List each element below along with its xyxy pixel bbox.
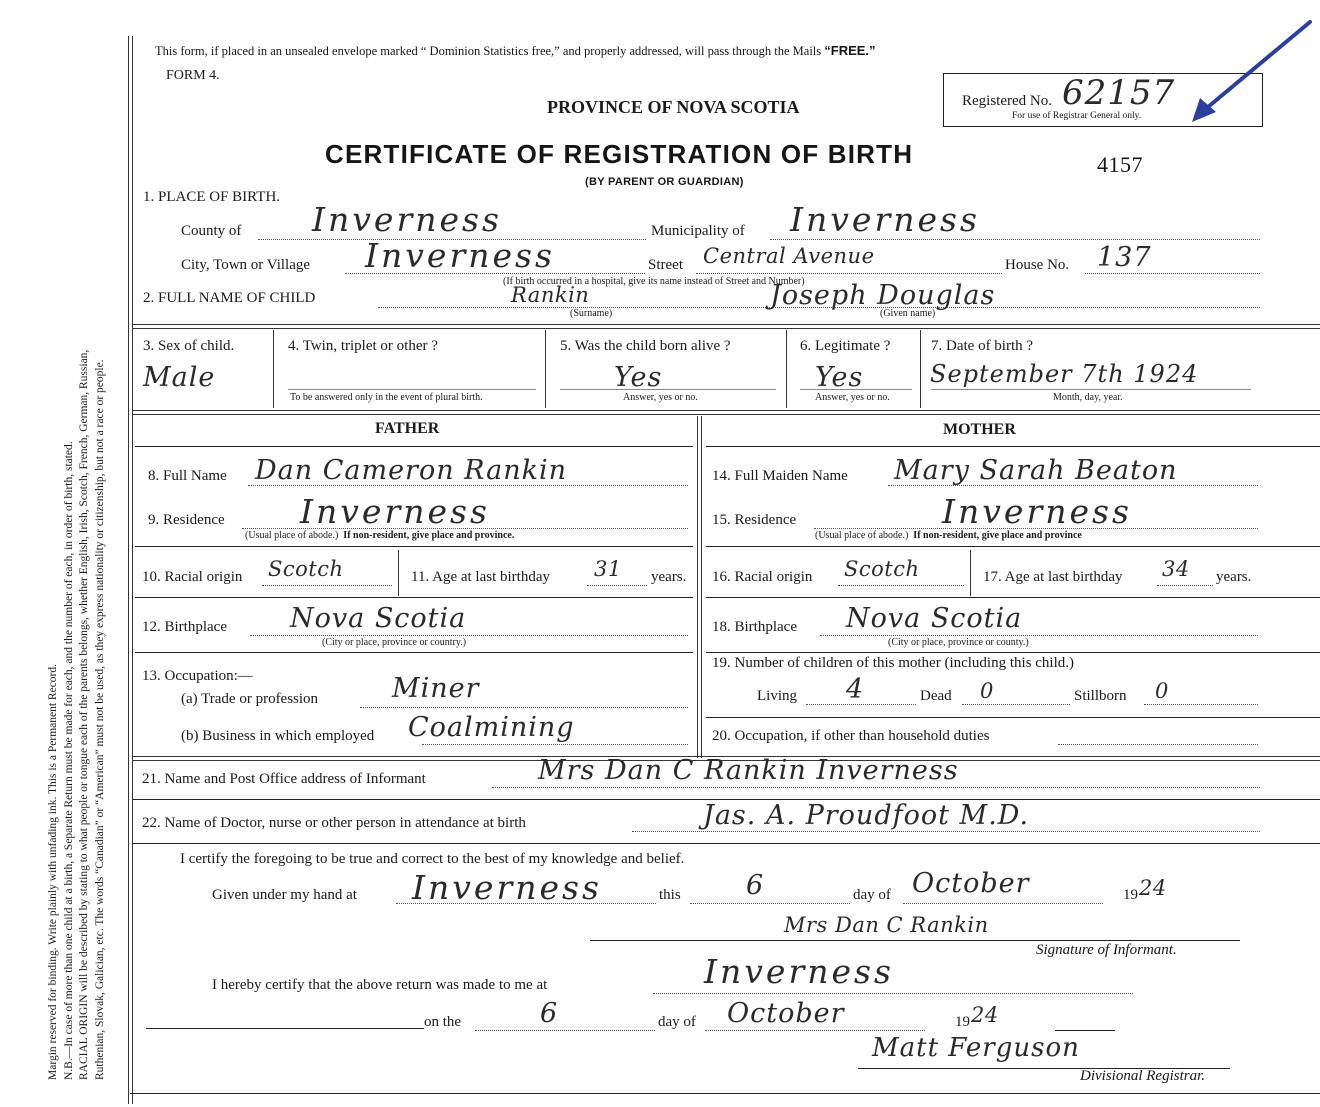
father-residence-label: 9. Residence [148,512,225,528]
mother-heading: MOTHER [943,421,1016,438]
father-race-label: 10. Racial origin [142,569,243,585]
registrar-signature: Matt Ferguson [872,1033,1080,1063]
mother-age-label: 17. Age at last birthday [983,569,1123,585]
child-given-name: Joseph Douglas [770,280,996,311]
legit-label: 6. Legitimate ? [800,338,891,354]
trade-value: Miner [392,673,480,704]
street-value: Central Avenue [703,244,875,268]
registered-label: Registered No. [962,93,1052,109]
given-month: October [912,868,1030,899]
doctor-value: Jas. A. Proudfoot M.D. [703,800,1030,831]
county-label: County of [181,223,242,239]
informant-value: Mrs Dan C Rankin Inverness [538,755,959,786]
margin-line-3: RACIAL ORIGIN will be described by stating to what people or tongue each of the parents belongs, whether English, Irish, Scotch, French, German, Russian, [78,349,91,1080]
registrar-place: Inverness [704,952,894,991]
certify-statement: I certify the foregoing to be true and correct to the best of my knowledge and belief. [180,851,685,867]
child-name-label: 2. FULL NAME OF CHILD [143,290,316,306]
mother-residence-label: 15. Residence [712,512,797,528]
house-value: 137 [1097,242,1152,273]
trade-label: (a) Trade or profession [181,691,319,707]
day-of-label: day of [853,887,891,903]
registered-number: 62157 [1062,73,1176,113]
registrar-day: 6 [540,998,559,1029]
document-subtitle: (BY PARENT OR GUARDIAN) [585,176,744,188]
stillborn-value: 0 [1155,679,1169,703]
father-age-label: 11. Age at last birthday [411,569,550,585]
legit-note: Answer, yes or no. [815,392,890,403]
alive-value: Yes [614,362,663,393]
informant-signature-label: Signature of Informant. [1036,942,1177,958]
document-title: CERTIFICATE OF REGISTRATION OF BIRTH [325,139,914,169]
children-label: 19. Number of children of this mother (including this child.) [712,655,1075,671]
surname-note: (Surname) [570,308,613,319]
alive-note: Answer, yes or no. [623,392,698,403]
margin-line-4: Ruthenian, Slovak, Galician, etc. The words “Canadian” or “American” must not be used, as they express nationality or citizenship, but not a race or people. [93,359,106,1080]
left-border [128,36,133,1104]
child-surname: Rankin [511,283,590,307]
mother-birthplace-note: (City or place, province or county.) [888,637,1029,648]
father-residence: Inverness [300,492,490,531]
mother-birthplace-label: 18. Birthplace [712,619,797,635]
twin-note: To be answered only in the event of plural birth. [290,392,483,403]
business-label: (b) Business in which employed [181,728,375,744]
mother-residence-note: (Usual place of abode.) If non-resident, give place and province [815,530,1082,541]
hospital-note: (If birth occurred in a hospital, give its name instead of Street and Number) [503,276,805,287]
given-year-prefix: 19 [1123,887,1138,903]
mail-notice: This form, if placed in an unsealed envelope marked “ Dominion Statistics free,” and properly addressed, will pass through the Mails “FREE.” [155,43,876,58]
living-value: 4 [846,674,865,705]
house-label: House No. [1005,257,1070,273]
sex-label: 3. Sex of child. [143,338,235,354]
mother-name: Mary Sarah Beaton [894,455,1178,486]
father-age-unit: years. [651,569,687,585]
place-heading: 1. PLACE OF BIRTH. [143,189,281,205]
mother-age-unit: years. [1216,569,1252,585]
given-place: Inverness [412,868,602,907]
municipality-value: Inverness [790,200,980,239]
county-value: Inverness [312,200,502,239]
father-race: Scotch [268,557,344,581]
margin-instructions [46,35,108,1080]
arrow-mark-icon [1170,10,1320,130]
registrar-month: October [727,998,845,1029]
father-birthplace-label: 12. Birthplace [142,619,227,635]
registrar-year-prefix: 19 [955,1014,970,1030]
stillborn-label: Stillborn [1074,688,1127,704]
column-divider [697,416,702,758]
form-number: FORM 4. [166,68,220,83]
father-birthplace: Nova Scotia [290,603,467,634]
mother-age: 34 [1162,557,1190,581]
registrar-signature-label: Divisional Registrar. [1080,1068,1206,1084]
mother-birthplace: Nova Scotia [846,603,1023,634]
this-label: this [659,887,681,903]
registrar-day-of-label: day of [658,1014,696,1030]
sex-value: Male [143,362,216,393]
registrar-use-note: For use of Registrar General only. [1012,111,1142,121]
registrar-year-suffix: 24 [971,1003,999,1027]
father-name: Dan Cameron Rankin [255,455,568,486]
city-value: Inverness [365,236,555,275]
bottom-border [130,1093,1320,1094]
city-label: City, Town or Village [181,257,311,273]
given-day: 6 [746,870,765,901]
dob-label: 7. Date of birth ? [931,338,1034,354]
father-birthplace-note: (City or place, province or country.) [322,637,467,648]
informant-signature: Mrs Dan C Rankin [784,913,989,937]
alive-label: 5. Was the child born alive ? [560,338,731,354]
business-value: Coalmining [408,712,575,743]
margin-line-1: Margin reserved for binding. Write plainly with unfading ink. This is a Permanent Record. [47,663,59,1080]
street-label: Street [648,257,683,273]
mother-race: Scotch [844,557,920,581]
legit-value: Yes [815,362,864,393]
mother-race-label: 16. Racial origin [712,569,813,585]
dead-value: 0 [980,679,994,703]
dead-label: Dead [920,688,952,704]
margin-line-2: N.B.—In case of more than one child at a birth, a Separate Return must be made for each, and the number of each, in order of birth, stated. [62,441,75,1080]
father-heading: FATHER [375,420,440,437]
living-label: Living [757,688,797,704]
mother-occupation-label: 20. Occupation, if other than household duties [712,728,990,744]
given-label: Given under my hand at [212,887,357,903]
mother-name-label: 14. Full Maiden Name [712,468,848,484]
stamp-number: 4157 [1097,152,1143,177]
on-the-label: on the [424,1014,462,1030]
twin-label: 4. Twin, triplet or other ? [288,338,438,354]
doctor-label: 22. Name of Doctor, nurse or other person in attendance at birth [142,815,526,831]
informant-label: 21. Name and Post Office address of Informant [142,771,426,787]
given-name-note: (Given name) [880,308,936,319]
mother-residence: Inverness [942,492,1132,531]
given-year-suffix: 24 [1139,876,1167,900]
province-heading: PROVINCE OF NOVA SCOTIA [547,97,800,117]
registrar-statement: I hereby certify that the above return was made to me at [212,977,548,993]
father-age: 31 [594,557,622,581]
father-name-label: 8. Full Name [148,468,227,484]
dob-note: Month, day, year. [1053,392,1123,403]
dob-value: September 7th 1924 [930,360,1199,388]
occupation-label: 13. Occupation:— [142,668,253,684]
municipality-label: Municipality of [651,223,745,239]
father-residence-note: (Usual place of abode.) If non-resident, give place and province. [245,530,515,541]
